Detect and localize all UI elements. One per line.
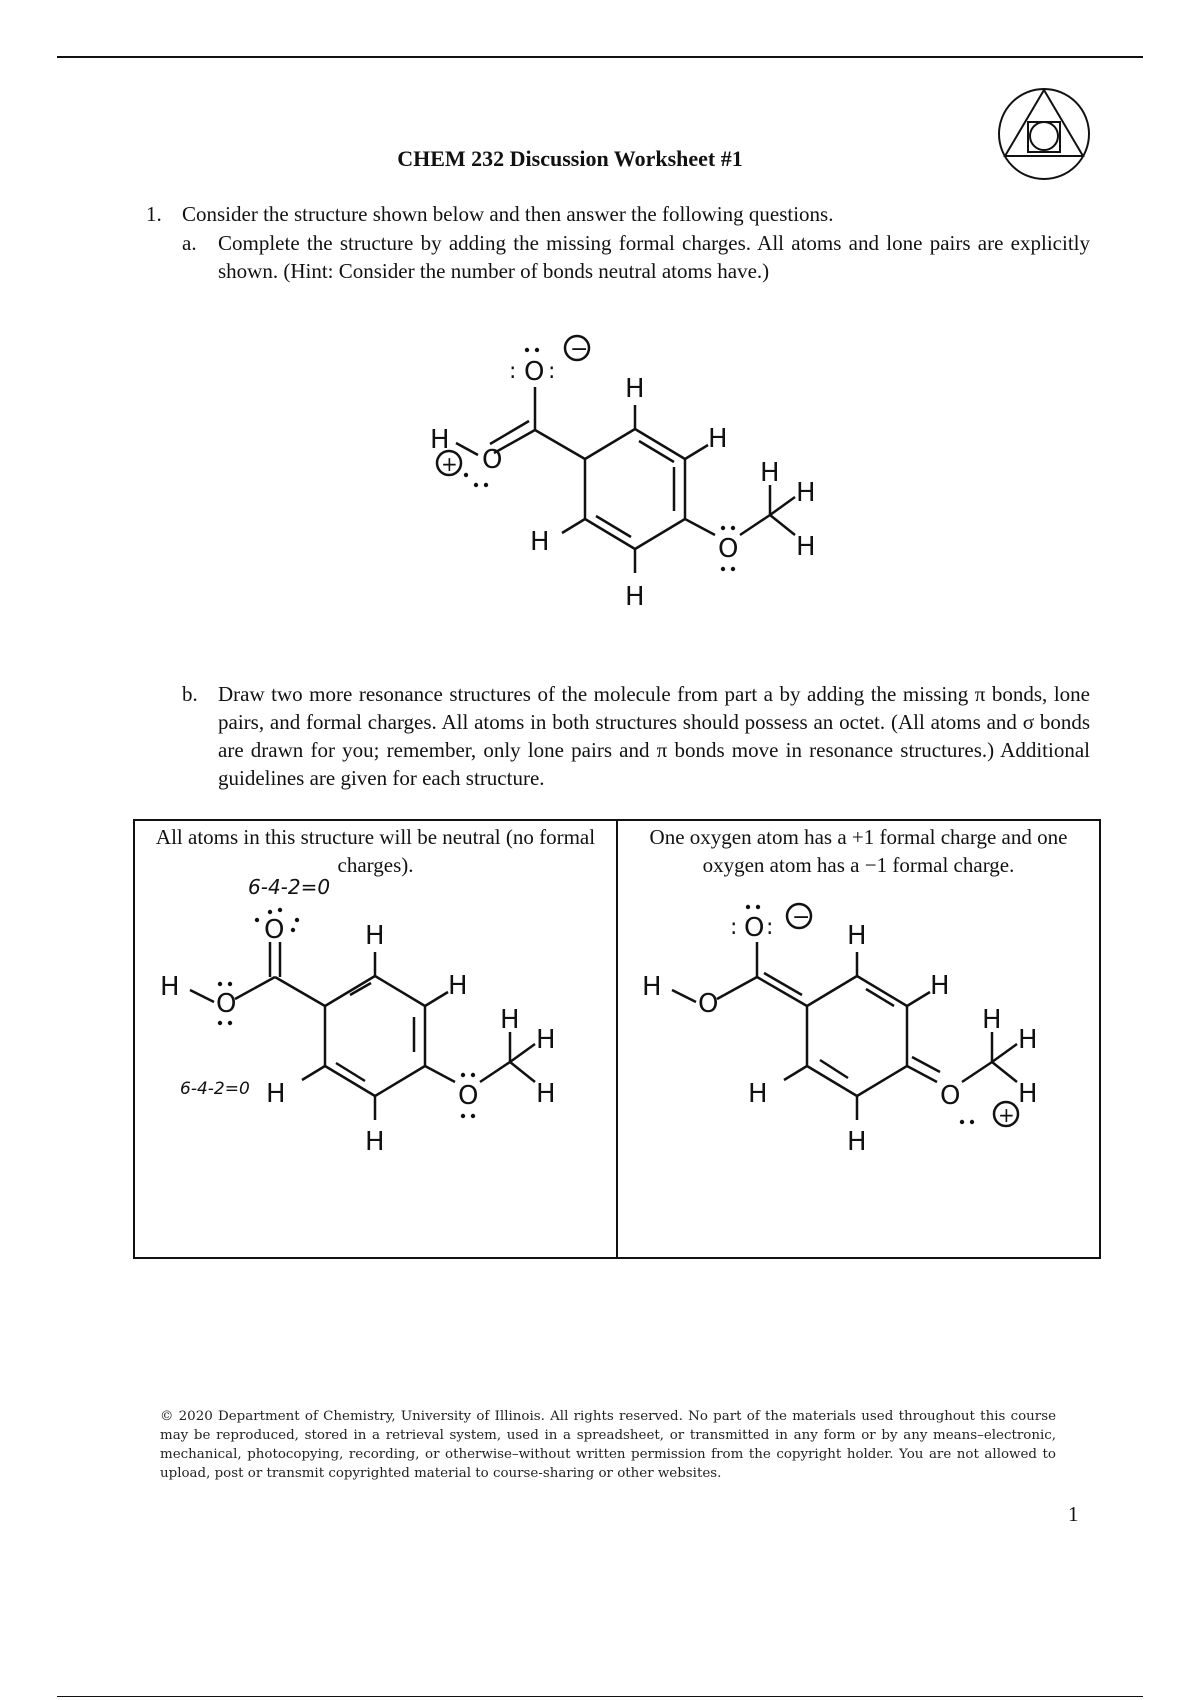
atom-h-methyl-3: H: [536, 1079, 556, 1109]
atom-oxygen-methoxy: O: [458, 1081, 479, 1111]
positive-charge: +: [998, 1103, 1015, 1127]
atom-oxygen-methoxy: O: [940, 1081, 961, 1111]
atom-h-methyl-1: H: [500, 1005, 520, 1035]
atom-h-ring-right: H: [708, 424, 728, 454]
atom-h-methyl-1: H: [982, 1005, 1002, 1035]
left-cell-header: All atoms in this structure will be neutral (no formal charges).: [155, 825, 596, 877]
atom-h-methyl-3: H: [796, 532, 816, 562]
lone-pair-left: :: [730, 915, 738, 940]
atom-oxygen-hydroxyl: O: [216, 989, 237, 1019]
bottom-rule: [57, 1696, 1143, 1697]
lone-pair-right: :: [766, 915, 774, 940]
question-1-text: Consider the structure shown below and then answer the following questions.: [182, 202, 834, 226]
question-1a-text: Complete the structure by adding the missing formal charges. All atoms and lone pairs are explicitly shown. (Hint: Consider the number of bonds neutral atoms have.): [218, 231, 1090, 283]
atom-oxygen-carbonyl: O: [524, 357, 545, 387]
atom-h-ring-bottom: H: [847, 1127, 867, 1157]
question-1b-text: Draw two more resonance structures of the molecule from part a by adding the missing π bonds, lone pairs, and formal charges. All atoms in both structures should possess an octet. (All atoms and σ bonds are drawn for you; remember, only lone pairs and π bonds move in resonance structures.) Additional guidelines are given for each structure.: [218, 682, 1090, 790]
atom-h-hydroxyl: H: [160, 972, 180, 1002]
atom-h-methyl-2: H: [796, 478, 816, 508]
negative-charge: −: [792, 905, 811, 930]
atom-h-ring-bottom: H: [365, 1127, 385, 1157]
atom-oxygen-carbonyl: O: [264, 915, 285, 945]
question-1: [146, 200, 1086, 228]
atom-h-methyl-3: H: [1018, 1079, 1038, 1109]
page-number: 1: [1068, 1502, 1079, 1526]
question-1b: [182, 680, 1090, 792]
atom-oxygen-hydroxyl: O: [482, 445, 503, 475]
positive-charge: +: [441, 452, 458, 476]
atom-h-methyl-2: H: [1018, 1025, 1038, 1055]
atom-h-methyl-2: H: [536, 1025, 556, 1055]
annotation-top: 6-4-2=0: [248, 875, 331, 899]
page-title: CHEM 232 Discussion Worksheet #1: [397, 146, 743, 171]
molecule-resonance-charged: [632, 872, 1092, 1202]
atom-h-ring-left: H: [530, 527, 550, 557]
atom-h-ring-bottom: H: [625, 582, 645, 612]
atom-h-methyl-1: H: [760, 458, 780, 488]
negative-charge: −: [570, 337, 589, 362]
atom-h-hydroxyl: H: [642, 972, 662, 1002]
annotation-bottom: 6-4-2=0: [180, 1079, 250, 1099]
lone-pair-left: :: [509, 359, 517, 384]
lone-pair-right: :: [548, 359, 556, 384]
question-1a: [182, 229, 1090, 285]
atom-h-ring-top: H: [625, 374, 645, 404]
copyright-notice: © 2020 Department of Chemistry, University of Illinois. All rights reserved. No part of the materials used throughout this course may be reproduced, stored in a retrieval system, used in a spreadsheet, or transmitted in any form or by any means–electronic, mechanical, photocopying, recording, or otherwise–without written permission from the copyright holder. You are not allowed to upload, post or transmit copyrighted material to course-sharing or other websites.: [160, 1409, 1056, 1481]
atom-h-ring-left: H: [266, 1079, 286, 1109]
atom-oxygen-hydroxyl: O: [698, 989, 719, 1019]
molecule-part-a: [410, 325, 870, 625]
atom-h-ring-top: H: [847, 921, 867, 951]
right-cell-header: One oxygen atom has a +1 formal charge and one oxygen atom has a −1 formal charge.: [649, 825, 1068, 877]
molecule-resonance-neutral: [150, 872, 610, 1202]
atom-h-ring-top: H: [365, 921, 385, 951]
atom-h-hydroxyl: H: [430, 425, 450, 455]
question-1-number: 1.: [146, 202, 162, 226]
atom-h-ring-right: H: [448, 971, 468, 1001]
atom-h-ring-left: H: [748, 1079, 768, 1109]
top-rule: [57, 56, 1143, 58]
question-1a-label: a.: [182, 231, 197, 255]
atom-oxygen-carbonyl: O: [744, 913, 765, 943]
question-1b-label: b.: [182, 682, 198, 706]
atom-h-ring-right: H: [930, 971, 950, 1001]
atom-oxygen-methoxy: O: [718, 534, 739, 564]
